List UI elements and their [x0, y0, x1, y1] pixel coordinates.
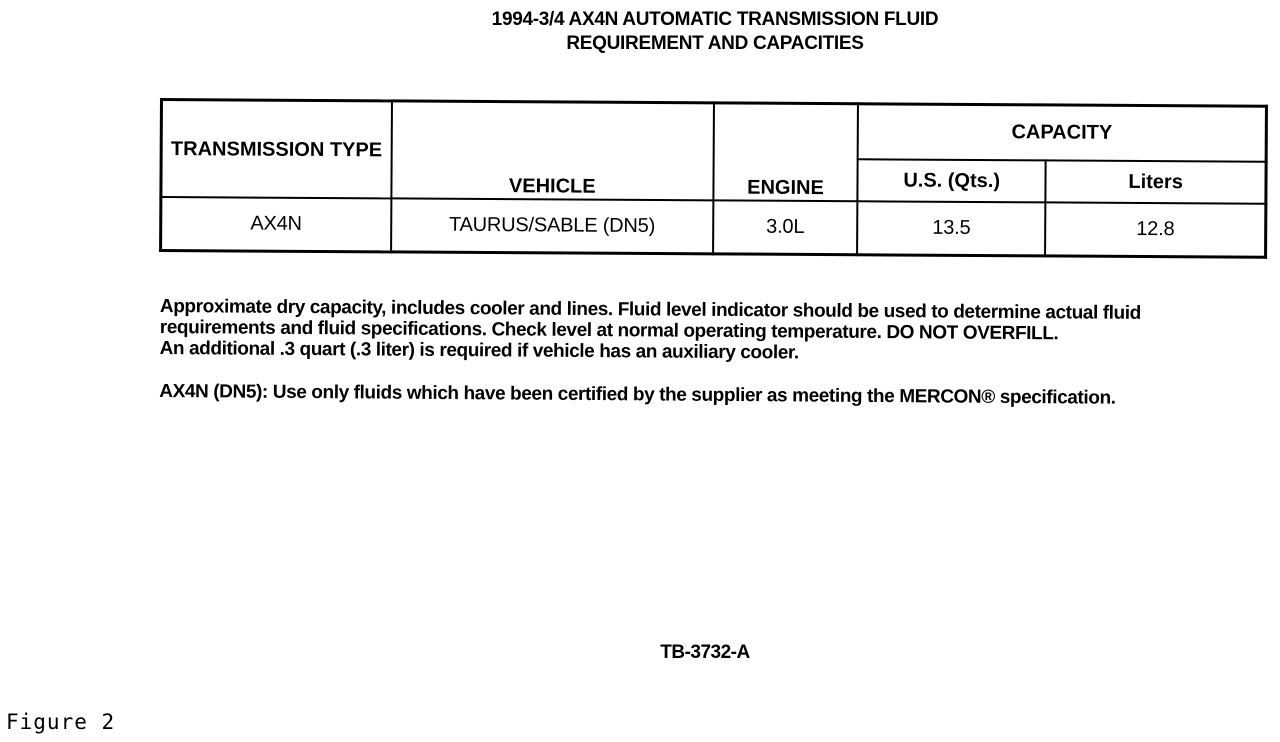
note-3-text: Use only fluids which have been certified by the supplier as meeting the MERCON® specification.: [272, 381, 1116, 409]
cell-engine: 3.0L: [713, 201, 857, 255]
capacity-table: [159, 98, 1268, 259]
header-capacity: CAPACITY: [858, 104, 1267, 162]
table-row: [161, 197, 1266, 257]
header-liters: Liters: [1046, 160, 1266, 204]
header-transmission-type: TRANSMISSION TYPE: [161, 100, 392, 199]
note-paragraph-2: An additional .3 quart (.3 liter) is required if vehicle has an auxiliary cooler.: [159, 337, 799, 364]
notes-section: [159, 296, 1240, 410]
header-engine: ENGINE: [713, 103, 858, 202]
note-1-emphasis: DO NOT OVERFILL.: [886, 322, 1059, 345]
reference-code: TB-3732-A: [660, 642, 750, 663]
header-vehicle: VEHICLE: [391, 101, 714, 201]
title-line-2: REQUIREMENT AND CAPACITIES: [566, 33, 864, 54]
note-3-lead: AX4N (DN5):: [159, 380, 268, 403]
title-line-1: 1994-3/4 AX4N AUTOMATIC TRANSMISSION FLUID: [491, 9, 939, 30]
cell-vehicle: TAURUS/SABLE (DN5): [391, 199, 714, 254]
cell-liters: 12.8: [1045, 203, 1266, 258]
note-1-text: Approximate dry capacity, includes cooler and lines. Fluid level indicator should be used to determine actual fluid requirements and fluid specifications. Check level at normal operating temperature.: [159, 296, 1141, 344]
header-us-qts: U.S. (Qts.): [857, 159, 1045, 203]
document-title: [400, 8, 1030, 56]
cell-transmission-type: AX4N: [161, 197, 392, 252]
figure-label: Figure 2: [6, 710, 116, 734]
note-paragraph-1: [160, 296, 1240, 346]
cell-us-qts: 13.5: [857, 202, 1045, 256]
